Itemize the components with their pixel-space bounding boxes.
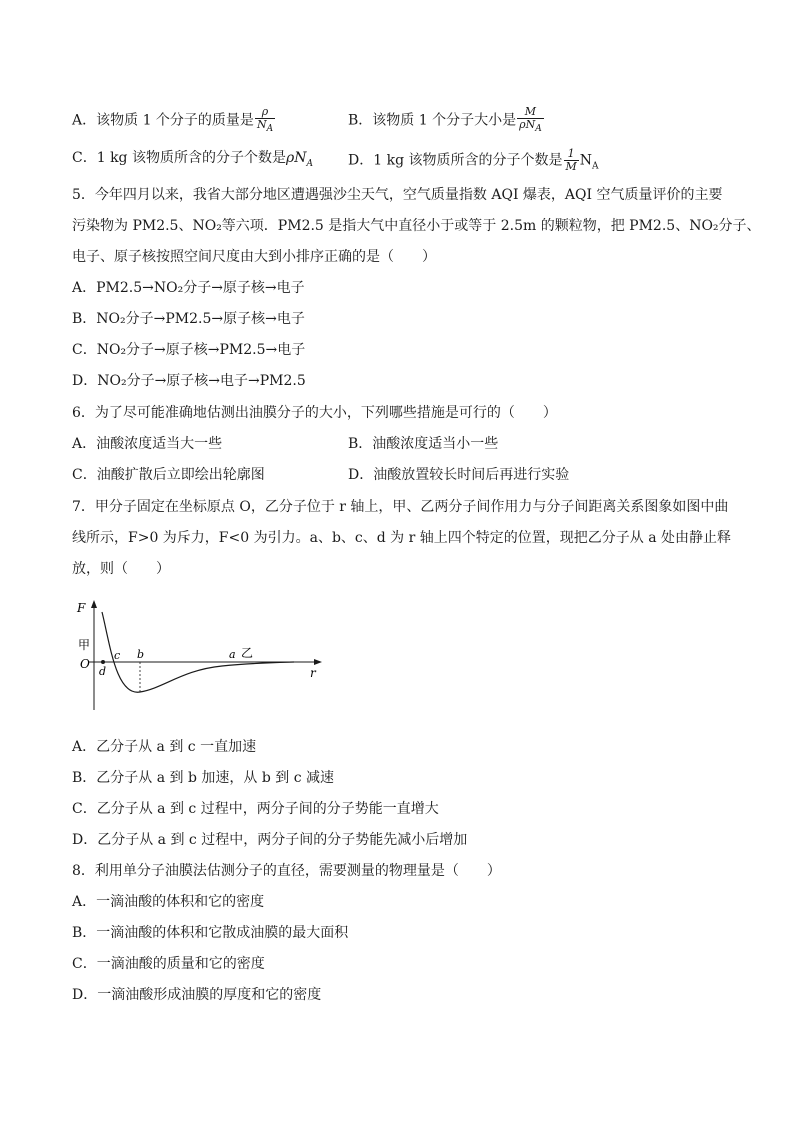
point-d	[101, 660, 105, 664]
q7-stem-line-1: 7．甲分子固定在坐标原点 O，乙分子位于 r 轴上，甲、乙两分子间作用力与分子间距离关系图象如图中曲	[72, 499, 729, 515]
option-text: 1 kg 该物质所含的分子个数是	[96, 150, 286, 166]
label-r: r	[310, 666, 316, 680]
q7-stem-line-2: 线所示，F>0 为斥力，F<0 为引力。a、b、c、d 为 r 轴上四个特定的位置，现把乙分子从 a 处由静止释	[72, 530, 732, 546]
q7-option-c[interactable]: C．乙分子从 a 到 c 过程中，两分子间的分子势能一直增大	[72, 801, 439, 817]
q6-option-d[interactable]: D．油酸放置较长时间后再进行实验	[348, 467, 570, 483]
q6-option-c[interactable]: C．油酸扩散后立即绘出轮廓图	[72, 467, 265, 483]
q5-stem-line-3: 电子、原子核按照空间尺度由大到小排序正确的是（ ）	[72, 249, 436, 265]
q8-option-d[interactable]: D．一滴油酸形成油膜的厚度和它的密度	[72, 987, 322, 1003]
fraction	[517, 106, 544, 135]
label-a: a	[229, 648, 236, 661]
denominator-subscript: A	[266, 124, 274, 135]
q5-option-a[interactable]: A．PM2.5→NO₂分子→原子核→电子	[72, 280, 305, 296]
q6-option-b[interactable]: B．油酸浓度适当小一些	[348, 436, 499, 452]
q7-option-a[interactable]: A．乙分子从 a 到 c 一直加速	[72, 739, 257, 755]
constant-text: N	[579, 152, 593, 169]
r-axis-arrow	[314, 659, 322, 665]
fraction-numerator: ρ	[261, 105, 269, 118]
q5-option-c[interactable]: C．NO₂分子→原子核→PM2.5→电子	[72, 342, 306, 358]
force-curve	[102, 612, 294, 692]
label-o: O	[80, 657, 90, 671]
fraction-denominator: M	[565, 160, 577, 173]
math-expression: ρN	[285, 150, 307, 166]
math-subscript: A	[306, 158, 313, 169]
q5-option-b[interactable]: B．NO₂分子→PM2.5→原子核→电子	[72, 311, 305, 327]
option-label: C．	[72, 150, 97, 166]
q5-stem-line-1: 5．今年四月以来，我省大部分地区遭遇强沙尘天气，空气质量指数 AQI 爆表，AQI 空气质量评价的主要	[72, 187, 723, 203]
option-text: 1 kg 该物质所含的分子个数是	[373, 152, 563, 169]
constant-subscript: A	[592, 161, 599, 172]
q5-option-d[interactable]: D．NO₂分子→原子核→电子→PM2.5	[72, 373, 306, 389]
f-axis-arrow	[91, 600, 97, 608]
q7-option-d[interactable]: D．乙分子从 a 到 c 过程中，两分子间的分子势能先减小后增加	[72, 832, 468, 848]
fraction	[564, 148, 579, 173]
q8-option-b[interactable]: B．一滴油酸的体积和它散成油膜的最大面积	[72, 925, 349, 941]
q4-option-b[interactable]	[348, 106, 545, 135]
fraction	[255, 106, 275, 135]
q4-option-d[interactable]	[348, 148, 599, 176]
label-c: c	[114, 649, 121, 662]
denominator-text: ρN	[519, 118, 536, 131]
q5-stem-line-2: 污染物为 PM2.5、NO₂等六项．PM2.5 是指大气中直径小于或等于 2.5m 的颗粒物，把 PM2.5、NO₂分子、	[72, 218, 761, 234]
q7-option-b[interactable]: B．乙分子从 a 到 b 加速，从 b 到 c 减速	[72, 770, 335, 786]
force-distance-graph	[72, 598, 332, 716]
q7-stem-line-3: 放，则（ ）	[72, 561, 170, 577]
fraction-denominator	[255, 118, 275, 135]
q6-option-a[interactable]: A．油酸浓度适当大一些	[72, 436, 223, 452]
q8-option-a[interactable]: A．一滴油酸的体积和它的密度	[72, 894, 265, 910]
denominator-subscript: A	[535, 124, 542, 135]
option-label: B．	[348, 112, 373, 129]
option-text: 该物质 1 个分子大小是	[372, 112, 517, 129]
fraction-denominator	[517, 118, 544, 135]
label-d: d	[99, 665, 107, 678]
label-jia: 甲	[78, 638, 91, 652]
q4-option-c[interactable]	[72, 148, 313, 174]
label-b: b	[137, 648, 145, 661]
q8-option-c[interactable]: C．一滴油酸的质量和它的密度	[72, 956, 265, 972]
q6-stem: 6．为了尽可能准确地估测出油膜分子的大小，下列哪些措施是可行的（ ）	[72, 405, 557, 421]
option-text: 该物质 1 个分子的质量是	[96, 112, 254, 129]
q4-option-a[interactable]	[72, 106, 276, 135]
fraction-numerator: M	[524, 105, 537, 118]
label-yi: 乙	[241, 646, 254, 660]
option-label: D．	[348, 152, 374, 169]
option-label: A．	[72, 112, 97, 129]
fraction-numerator: 1	[567, 147, 575, 160]
label-f: F	[77, 601, 86, 615]
denominator-text: N	[256, 118, 267, 131]
q8-stem: 8．利用单分子油膜法估测分子的直径，需要测量的物理量是（ ）	[72, 863, 501, 879]
